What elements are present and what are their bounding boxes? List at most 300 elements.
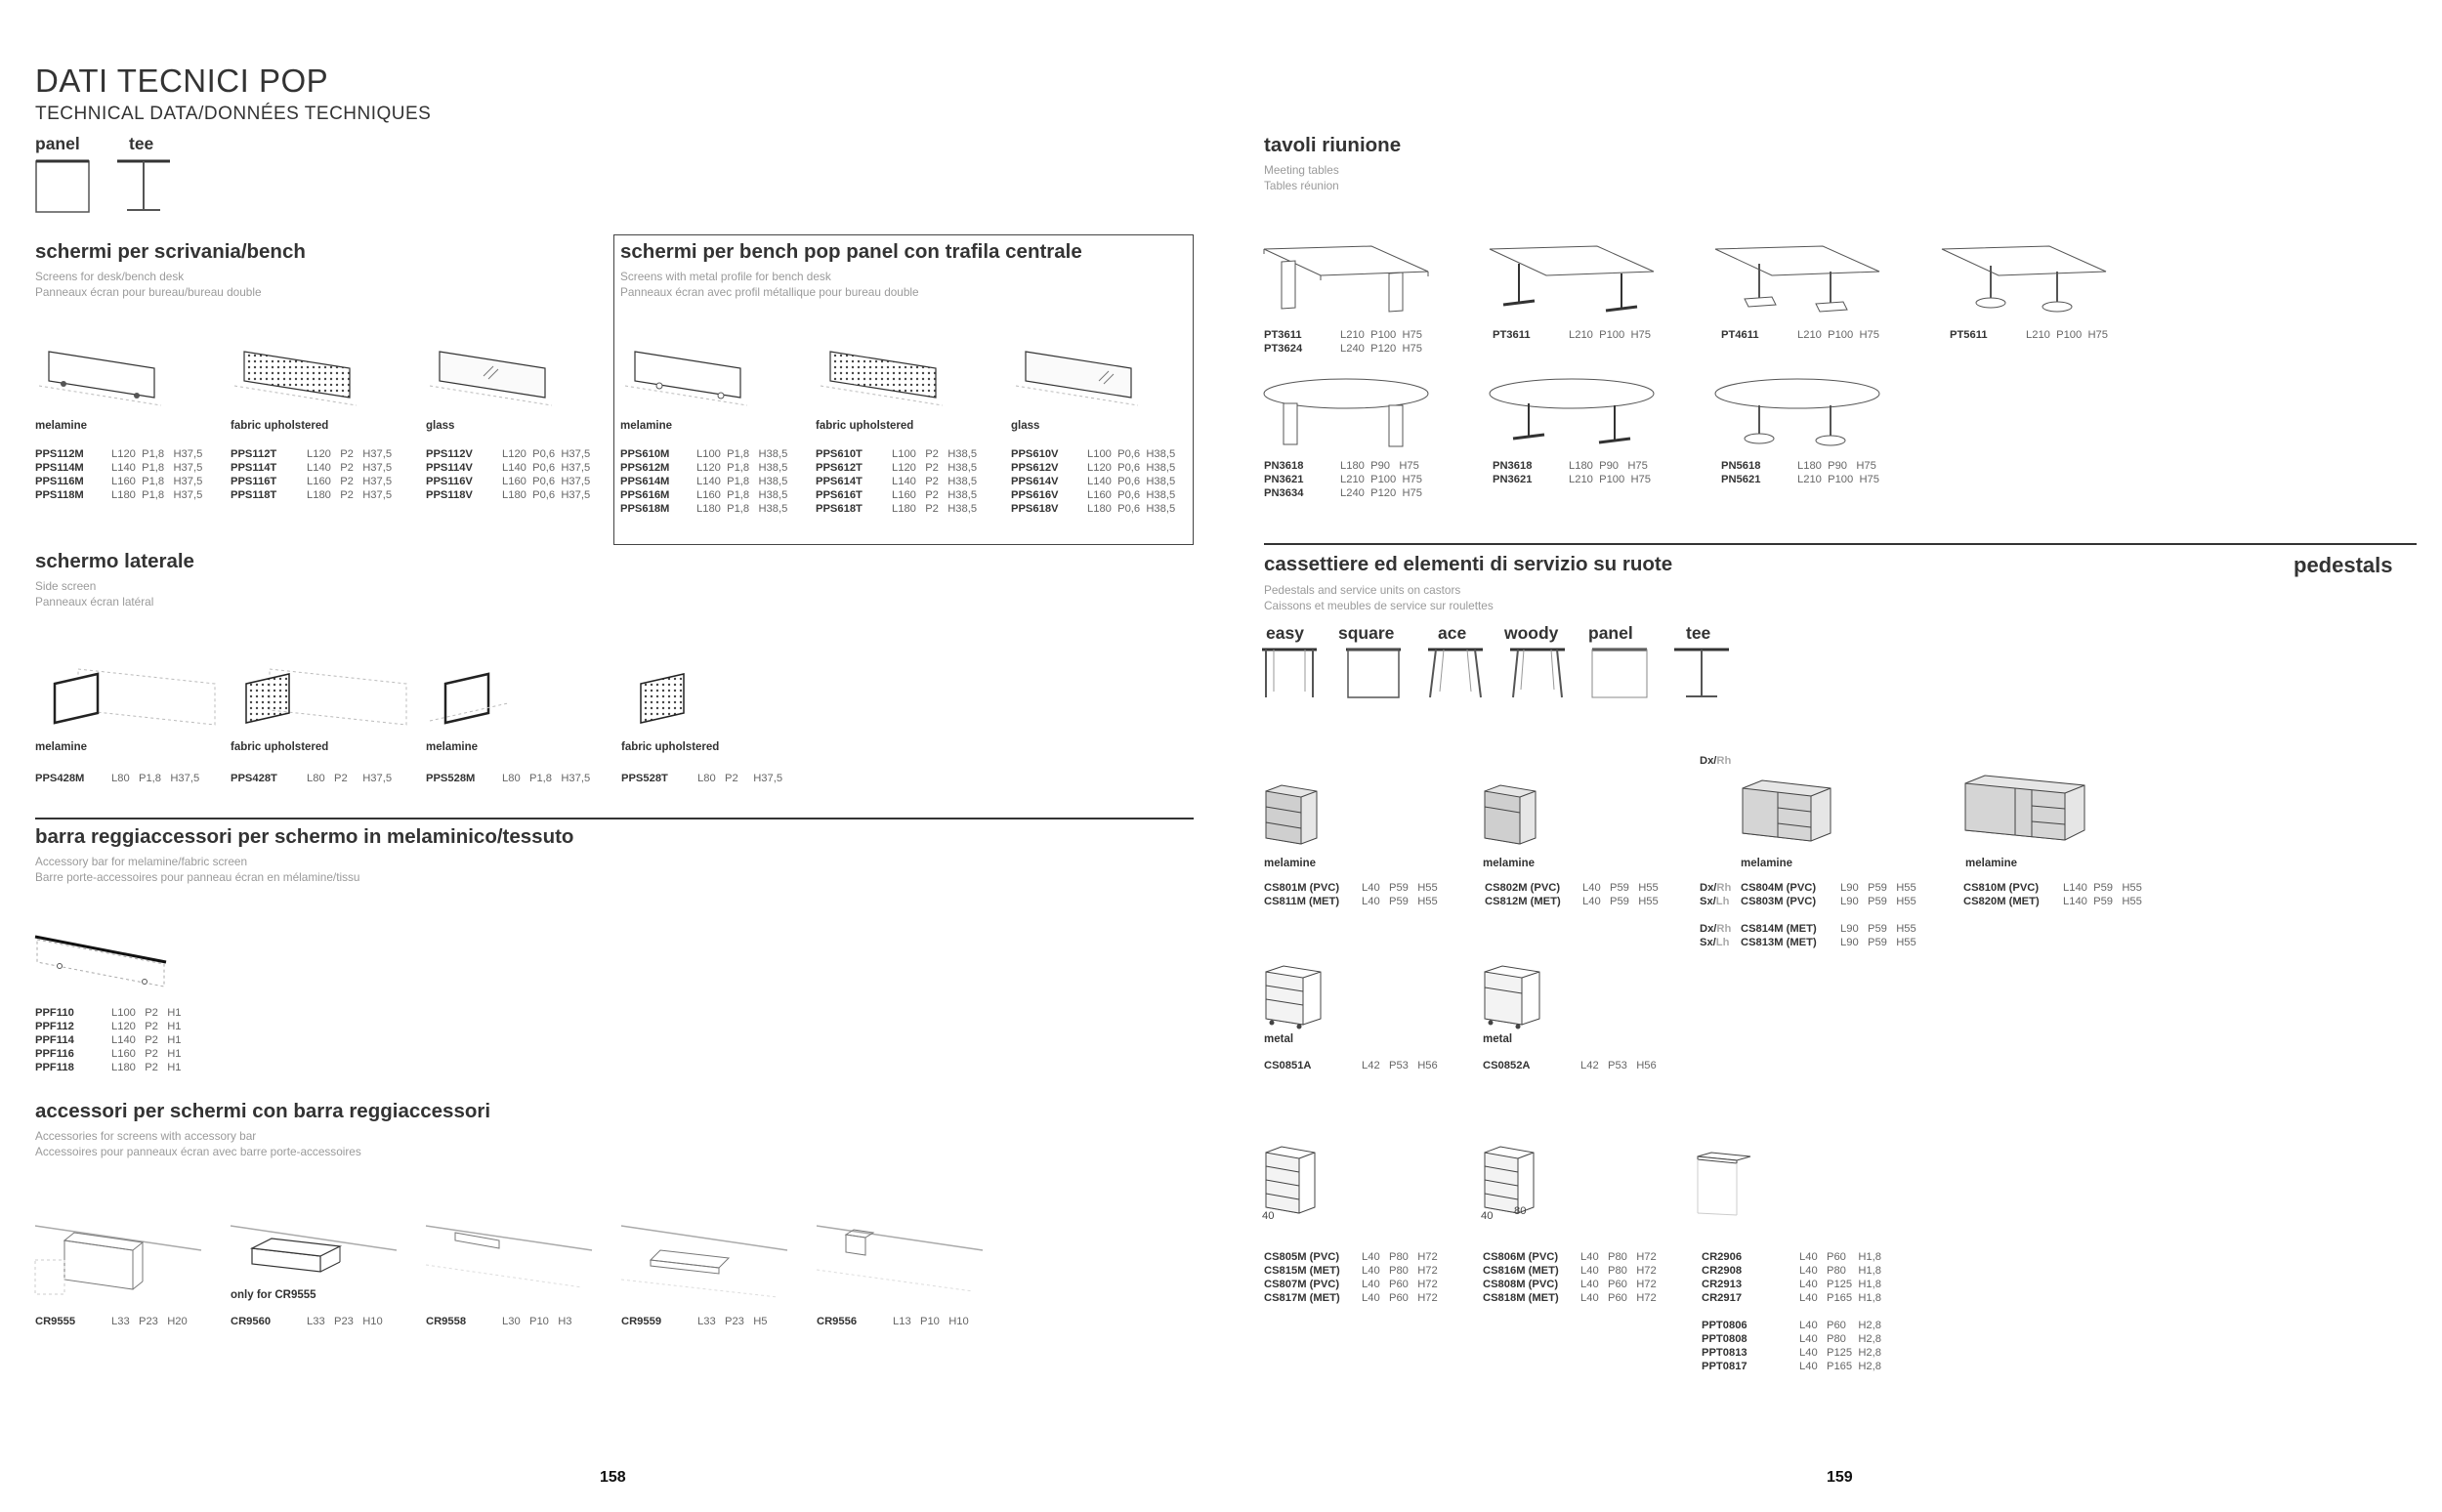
product-dims: L160 P1,8 H37,5 — [111, 476, 203, 487]
product-code: PPS612M — [620, 462, 670, 474]
dims-list — [1362, 1250, 1438, 1305]
product-dims: L40 P60 H1,8 — [1799, 1251, 1881, 1263]
product-dims: L160 P2 H37,5 — [307, 476, 393, 487]
product-code: CR9560 — [231, 1316, 272, 1327]
product-dims: L160 P2 H1 — [111, 1048, 182, 1060]
square-leg-icon — [1344, 647, 1403, 701]
product-dims: L40 P60 H72 — [1580, 1279, 1657, 1290]
dims-list — [1087, 447, 1175, 516]
section-sub-fr: Caissons et meubles de service sur roulettes — [1264, 599, 1494, 612]
product-dims: L40 P60 H72 — [1362, 1279, 1438, 1290]
product-dims: L180 P1,8 H38,5 — [696, 503, 788, 515]
product-code: PT4611 — [1721, 329, 1759, 341]
group-label: melamine — [1741, 858, 1793, 869]
product-code: PPS528M — [426, 773, 476, 784]
product-code: PPS118T — [231, 489, 277, 501]
product-dims: L33 P23 H10 — [307, 1316, 383, 1327]
table-pn5618-drawing — [1715, 376, 1886, 454]
page-number-left: 158 — [600, 1469, 626, 1486]
group-label: melamine — [426, 741, 479, 753]
product-dims: L100 P2 H38,5 — [892, 448, 978, 460]
accessory-cr9560-drawing — [231, 1221, 406, 1299]
prefix-list — [1700, 922, 1731, 949]
page-title: DATI TECNICI POP — [35, 63, 329, 99]
product-code: PPS616T — [816, 489, 863, 501]
cr-top-drawing — [1696, 1151, 1754, 1219]
product-dims: L40 P60 H72 — [1580, 1292, 1657, 1304]
accessory-cr9559-drawing — [621, 1221, 797, 1299]
code-list — [1702, 1319, 1747, 1373]
product-code: CS804M (PVC) — [1741, 882, 1817, 894]
product-code: PPS618V — [1011, 503, 1059, 515]
product-code: CS820M (MET) — [1963, 896, 2040, 907]
pedestal-cs0852a-drawing — [1481, 962, 1549, 1030]
code-list — [1264, 1250, 1340, 1305]
product-code: PPS428M — [35, 773, 85, 784]
product-code: PPF118 — [35, 1062, 74, 1073]
section-title-accessories: accessori per schermi con barra reggiaccessori — [35, 1100, 491, 1122]
product-dims: L80 P2 H37,5 — [697, 773, 783, 784]
pedestal-cs804m-drawing — [1739, 777, 1836, 845]
product-code: PPS114M — [35, 462, 84, 474]
product-code: CS811M (MET) — [1264, 896, 1340, 907]
product-dims: L30 P10 H3 — [502, 1316, 572, 1327]
leg-label-easy: easy — [1266, 623, 1304, 643]
section-sub-en: Accessories for screens with accessory bar — [35, 1129, 257, 1143]
product-code: PN3621 — [1264, 474, 1304, 485]
product-dims: L210 P100 H75 — [1797, 474, 1879, 485]
code-list — [1264, 881, 1339, 908]
product-dims: L140 P0,6 H38,5 — [1087, 476, 1176, 487]
panel-leg-icon — [1590, 647, 1649, 701]
product-code: PPT0817 — [1702, 1361, 1747, 1372]
ace-leg-icon — [1426, 647, 1485, 701]
code-list — [1741, 881, 1816, 908]
product-dims: L210 P100 H75 — [1340, 329, 1422, 341]
product-dims: L180 P90 H75 — [1569, 460, 1648, 472]
product-dims: L120 P2 H38,5 — [892, 462, 978, 474]
group-label: melamine — [1483, 858, 1536, 869]
product-dims: L80 P1,8 H37,5 — [502, 773, 591, 784]
dimension-mark: 40 — [1481, 1210, 1494, 1222]
prefix: Lh — [1715, 896, 1730, 907]
product-code: CS0851A — [1264, 1060, 1312, 1071]
product-code: CS807M (PVC) — [1264, 1279, 1340, 1290]
leg-label-ace: ace — [1438, 623, 1467, 643]
product-dims: L180 P2 H1 — [111, 1062, 182, 1073]
product-code: PN3618 — [1264, 460, 1304, 472]
product-code: CS814M (MET) — [1741, 923, 1817, 935]
prefix: Dx/ — [1700, 923, 1717, 935]
product-code: CS818M (MET) — [1483, 1292, 1559, 1304]
product-dims: L40 P165 H2,8 — [1799, 1361, 1881, 1372]
dims-list — [1580, 1250, 1657, 1305]
product-code: CS803M (PVC) — [1741, 896, 1817, 907]
prefix: Sx/ — [1700, 896, 1716, 907]
prefix: Sx/ — [1700, 937, 1716, 948]
accessory-note: only for CR9555 — [231, 1289, 316, 1301]
product-dims: L80 P2 H37,5 — [307, 773, 393, 784]
code-list — [1485, 881, 1561, 908]
dims-list — [1799, 1319, 1881, 1373]
product-dims: L240 P120 H75 — [1340, 487, 1422, 499]
dims-list — [696, 447, 787, 516]
product-dims: L210 P100 H75 — [1569, 474, 1651, 485]
product-dims: L40 P60 H2,8 — [1799, 1320, 1881, 1331]
code-list — [1493, 459, 1532, 486]
section-sub-en: Screens with metal profile for bench desk — [620, 270, 831, 283]
code-list — [620, 447, 669, 516]
group-label: fabric upholstered — [816, 420, 914, 432]
group-label: glass — [426, 420, 455, 432]
leg-label-tee: tee — [129, 134, 154, 153]
tee-leg-icon — [1672, 647, 1731, 701]
orientation-label: Dx/Rh — [1700, 755, 1732, 767]
product-code: PPS612V — [1011, 462, 1059, 474]
product-code: CR2908 — [1702, 1265, 1743, 1277]
section-sub-en: Accessory bar for melamine/fabric screen — [35, 855, 248, 868]
product-dims: L100 P0,6 H38,5 — [1087, 448, 1176, 460]
leg-label-panel: panel — [35, 134, 80, 153]
group-label: melamine — [35, 420, 88, 432]
tee-leg-icon — [115, 158, 174, 217]
product-dims: L240 P120 H75 — [1340, 343, 1422, 355]
product-code: CR2917 — [1702, 1292, 1743, 1304]
section-divider — [1264, 543, 2417, 545]
leg-label-panel: panel — [1588, 623, 1633, 643]
dims-list — [1840, 922, 1916, 949]
product-code: CS808M (PVC) — [1483, 1279, 1559, 1290]
product-code: PN3634 — [1264, 487, 1304, 499]
dims-list — [1582, 881, 1659, 908]
product-code: PPS618M — [620, 503, 670, 515]
product-dims: L140 P59 H55 — [2063, 882, 2142, 894]
bench-melamine-drawing — [625, 347, 752, 410]
dims-list — [111, 447, 202, 502]
product-dims: L210 P100 H75 — [1797, 329, 1879, 341]
product-code: PPS118M — [35, 489, 84, 501]
product-code: CS813M (MET) — [1741, 937, 1817, 948]
dims-list — [1799, 1250, 1881, 1305]
product-dims: L90 P59 H55 — [1840, 937, 1916, 948]
product-code: CS816M (MET) — [1483, 1265, 1559, 1277]
product-code: PPS428T — [231, 773, 277, 784]
product-code: PT3611 — [1264, 329, 1302, 341]
product-code: PN3618 — [1493, 460, 1533, 472]
product-dims: L160 P0,6 H38,5 — [1087, 489, 1176, 501]
prefix-list — [1700, 881, 1731, 908]
dims-list — [1340, 459, 1422, 500]
group-label: melamine — [1264, 858, 1317, 869]
group-label: fabric upholstered — [621, 741, 720, 753]
side-screen-fabric2-drawing — [625, 664, 723, 742]
product-dims: L120 P1,8 H37,5 — [111, 448, 203, 460]
pedestal-cs0851a-drawing — [1262, 962, 1330, 1030]
product-code: PPS528T — [621, 773, 668, 784]
dims-list — [1362, 881, 1438, 908]
code-list — [816, 447, 863, 516]
accessory-cr9555-drawing — [35, 1221, 211, 1299]
table-pn3618-tee-drawing — [1490, 376, 1661, 454]
product-dims: L80 P1,8 H37,5 — [111, 773, 200, 784]
product-dims: L40 P59 H55 — [1362, 896, 1438, 907]
product-dims: L160 P0,6 H37,5 — [502, 476, 591, 487]
product-dims: L180 P2 H37,5 — [307, 489, 393, 501]
product-code: PN5618 — [1721, 460, 1761, 472]
product-code: CR9555 — [35, 1316, 76, 1327]
product-code: PPS610V — [1011, 448, 1059, 460]
section-title-bench-screens: schermi per bench pop panel con trafila centrale — [620, 240, 1082, 263]
product-dims: L210 P100 H75 — [2026, 329, 2108, 341]
product-code: CS801M (PVC) — [1264, 882, 1340, 894]
product-code: PPS616V — [1011, 489, 1059, 501]
product-code: CR2906 — [1702, 1251, 1743, 1263]
dims-list — [1569, 459, 1651, 486]
product-dims: L40 P59 H55 — [1582, 896, 1659, 907]
product-code: CS810M (PVC) — [1963, 882, 2040, 894]
product-dims: L33 P23 H20 — [111, 1316, 188, 1327]
section-sub-en: Side screen — [35, 579, 97, 593]
product-code: PPS610T — [816, 448, 863, 460]
product-dims: L210 P100 H75 — [1340, 474, 1422, 485]
side-screen-melamine-drawing — [39, 664, 225, 742]
product-code: PN3621 — [1493, 474, 1533, 485]
product-dims: L140 P1,8 H37,5 — [111, 462, 203, 474]
product-dims: L42 P53 H56 — [1580, 1060, 1657, 1071]
glass-screen-drawing — [430, 347, 557, 410]
section-sub-fr: Tables réunion — [1264, 179, 1339, 192]
product-code: PPS610M — [620, 448, 670, 460]
product-code: CR9558 — [426, 1316, 467, 1327]
pedestal-cs801m-drawing — [1262, 781, 1330, 845]
product-dims: L160 P2 H38,5 — [892, 489, 978, 501]
product-code: CS815M (MET) — [1264, 1265, 1340, 1277]
group-label: fabric upholstered — [231, 420, 329, 432]
product-code: PPS616M — [620, 489, 670, 501]
product-dims: L120 P1,8 H38,5 — [696, 462, 788, 474]
product-code: PPS114T — [231, 462, 277, 474]
accessory-bar-drawing — [35, 933, 172, 991]
bench-fabric-drawing — [821, 347, 947, 410]
product-code: PPT0806 — [1702, 1320, 1747, 1331]
section-sub-fr: Panneaux écran avec profil métallique pour bureau double — [620, 285, 919, 299]
fabric-screen-drawing — [234, 347, 361, 410]
product-code: PN5621 — [1721, 474, 1761, 485]
product-code: PPF110 — [35, 1007, 74, 1019]
dims-list — [307, 447, 392, 502]
product-code: PPS614V — [1011, 476, 1059, 487]
table-pt3611-panel-drawing — [1264, 244, 1435, 322]
product-dims: L140 P59 H55 — [2063, 896, 2142, 907]
dims-list — [1797, 459, 1879, 486]
product-dims: L210 P100 H75 — [1569, 329, 1651, 341]
product-code: PPF112 — [35, 1021, 74, 1032]
product-dims: L40 P80 H72 — [1580, 1265, 1657, 1277]
table-pt3611-tee-drawing — [1490, 244, 1661, 322]
product-dims: L40 P59 H55 — [1582, 882, 1659, 894]
product-dims: L42 P53 H56 — [1362, 1060, 1438, 1071]
section-sub-fr: Panneaux écran latéral — [35, 595, 154, 609]
page-subtitle: TECHNICAL DATA/DONNÉES TECHNIQUES — [35, 104, 432, 124]
dims-list — [1840, 881, 1916, 908]
product-code: PPS112V — [426, 448, 473, 460]
pedestal-cs810m-drawing — [1961, 772, 2088, 845]
section-title-desk-screens: schermi per scrivania/bench — [35, 240, 306, 263]
section-sub-en: Pedestals and service units on castors — [1264, 583, 1461, 597]
product-dims: L40 P165 H1,8 — [1799, 1292, 1881, 1304]
product-dims: L90 P59 H55 — [1840, 923, 1916, 935]
product-code: PPS112T — [231, 448, 277, 460]
product-code: CR9559 — [621, 1316, 662, 1327]
product-dims: L120 P0,6 H38,5 — [1087, 462, 1176, 474]
prefix: Rh — [1716, 923, 1732, 935]
product-code: PPS118V — [426, 489, 473, 501]
code-list — [1011, 447, 1059, 516]
product-dims: L40 P80 H2,8 — [1799, 1333, 1881, 1345]
product-code: PPS114V — [426, 462, 473, 474]
product-dims: L140 P2 H37,5 — [307, 462, 393, 474]
product-dims: L40 P59 H55 — [1362, 882, 1438, 894]
product-code: CS817M (MET) — [1264, 1292, 1340, 1304]
product-code: CS812M (MET) — [1485, 896, 1561, 907]
prefix: Lh — [1715, 937, 1730, 948]
product-code: PPS116V — [426, 476, 473, 487]
product-code: PPS116T — [231, 476, 277, 487]
code-list — [1702, 1250, 1742, 1305]
accessory-cr9558-drawing — [426, 1221, 602, 1299]
product-code: PPS112M — [35, 448, 84, 460]
product-dims: L40 P125 H1,8 — [1799, 1279, 1881, 1290]
product-dims: L40 P80 H72 — [1362, 1251, 1438, 1263]
pedestals-side-title: pedestals — [2294, 553, 2393, 577]
leg-label-tee: tee — [1686, 623, 1711, 643]
prefix: Dx/ — [1700, 882, 1717, 894]
product-dims: L140 P0,6 H37,5 — [502, 462, 591, 474]
product-code: PPF114 — [35, 1034, 74, 1046]
product-code: PT5611 — [1950, 329, 1988, 341]
panel-leg-icon — [35, 158, 94, 217]
product-code: PPS612T — [816, 462, 863, 474]
product-code: PPS116M — [35, 476, 84, 487]
code-list — [1264, 459, 1303, 500]
group-label: melamine — [1965, 858, 2018, 869]
product-code: CR9556 — [817, 1316, 858, 1327]
group-label: fabric upholstered — [231, 741, 329, 753]
leg-label-square: square — [1338, 623, 1395, 643]
table-pt4611-drawing — [1715, 244, 1886, 322]
code-list — [426, 447, 473, 502]
section-title-meeting-tables: tavoli riunione — [1264, 134, 1402, 156]
product-dims: L40 P80 H72 — [1362, 1265, 1438, 1277]
product-dims: L180 P90 H75 — [1340, 460, 1419, 472]
product-dims: L120 P2 H1 — [111, 1021, 182, 1032]
code-list — [1741, 922, 1817, 949]
product-code: CS805M (PVC) — [1264, 1251, 1340, 1263]
prefix: Rh — [1716, 882, 1732, 894]
product-code: PPS614T — [816, 476, 863, 487]
section-sub-en: Screens for desk/bench desk — [35, 270, 185, 283]
product-dims: L140 P2 H38,5 — [892, 476, 978, 487]
accessory-cr9556-drawing — [817, 1221, 992, 1299]
code-list — [35, 447, 84, 502]
code-list — [1963, 881, 2040, 908]
product-code: PT3611 — [1493, 329, 1531, 341]
product-code: CS0852A — [1483, 1060, 1531, 1071]
melamine-screen-drawing — [39, 347, 166, 410]
product-dims: L100 P2 H1 — [111, 1007, 182, 1019]
product-dims: L90 P59 H55 — [1840, 896, 1916, 907]
product-dims: L180 P1,8 H37,5 — [111, 489, 203, 501]
product-code: PPT0813 — [1702, 1347, 1747, 1359]
dims-list — [1340, 328, 1422, 356]
product-dims: L160 P1,8 H38,5 — [696, 489, 788, 501]
product-dims: L40 P125 H2,8 — [1799, 1347, 1881, 1359]
product-dims: L180 P90 H75 — [1797, 460, 1876, 472]
product-dims: L40 P60 H72 — [1362, 1292, 1438, 1304]
section-sub-en: Meeting tables — [1264, 163, 1339, 177]
product-dims: L90 P59 H55 — [1840, 882, 1916, 894]
page-number-right: 159 — [1827, 1469, 1853, 1486]
code-list — [231, 447, 276, 502]
group-label: metal — [1483, 1033, 1513, 1045]
product-dims: L120 P0,6 H37,5 — [502, 448, 591, 460]
dims-list — [892, 447, 977, 516]
table-pt5611-drawing — [1942, 244, 2113, 322]
pedestal-cs802m-drawing — [1481, 781, 1549, 845]
side-screen-fabric-drawing — [231, 664, 416, 742]
product-dims: L180 P0,6 H37,5 — [502, 489, 591, 501]
product-code: PPS614M — [620, 476, 670, 487]
section-sub-fr: Panneaux écran pour bureau/bureau double — [35, 285, 262, 299]
group-label: melamine — [620, 420, 673, 432]
product-code: CR2913 — [1702, 1279, 1743, 1290]
dimension-mark: 40 — [1262, 1210, 1275, 1222]
section-title-accessory-bar: barra reggiaccessori per schermo in melaminico/tessuto — [35, 825, 574, 848]
product-dims: L180 P0,6 H38,5 — [1087, 503, 1176, 515]
group-label: metal — [1264, 1033, 1294, 1045]
dimension-mark: 80 — [1514, 1205, 1527, 1217]
product-dims: L13 P10 H10 — [893, 1316, 969, 1327]
section-sub-fr: Barre porte-accessoires pour panneau écran en mélamine/tissu — [35, 870, 360, 884]
section-divider — [35, 818, 1194, 819]
product-dims: L140 P1,8 H38,5 — [696, 476, 788, 487]
bench-glass-drawing — [1016, 347, 1143, 410]
product-code: PPS618T — [816, 503, 863, 515]
product-dims: L40 P80 H1,8 — [1799, 1265, 1881, 1277]
group-label: glass — [1011, 420, 1040, 432]
dims-list — [111, 1006, 182, 1074]
product-dims: L120 P2 H37,5 — [307, 448, 393, 460]
product-code: CS806M (PVC) — [1483, 1251, 1559, 1263]
product-code: PT3624 — [1264, 343, 1303, 355]
leg-label-woody: woody — [1504, 623, 1559, 643]
code-list — [1721, 459, 1760, 486]
code-list — [35, 1006, 74, 1074]
table-pn3618-panel-drawing — [1264, 376, 1435, 454]
product-code: PPT0808 — [1702, 1333, 1747, 1345]
section-sub-fr: Accessoires pour panneaux écran avec barre porte-accessoires — [35, 1145, 361, 1158]
product-code: PPF116 — [35, 1048, 74, 1060]
product-dims: L100 P1,8 H38,5 — [696, 448, 788, 460]
product-code: CS802M (PVC) — [1485, 882, 1561, 894]
side-screen-melamine2-drawing — [430, 664, 527, 742]
section-title-side-screen: schermo laterale — [35, 550, 194, 572]
product-dims: L180 P2 H38,5 — [892, 503, 978, 515]
group-label: melamine — [35, 741, 88, 753]
code-list — [1264, 328, 1302, 356]
woody-leg-icon — [1508, 647, 1567, 701]
product-dims: L140 P2 H1 — [111, 1034, 182, 1046]
